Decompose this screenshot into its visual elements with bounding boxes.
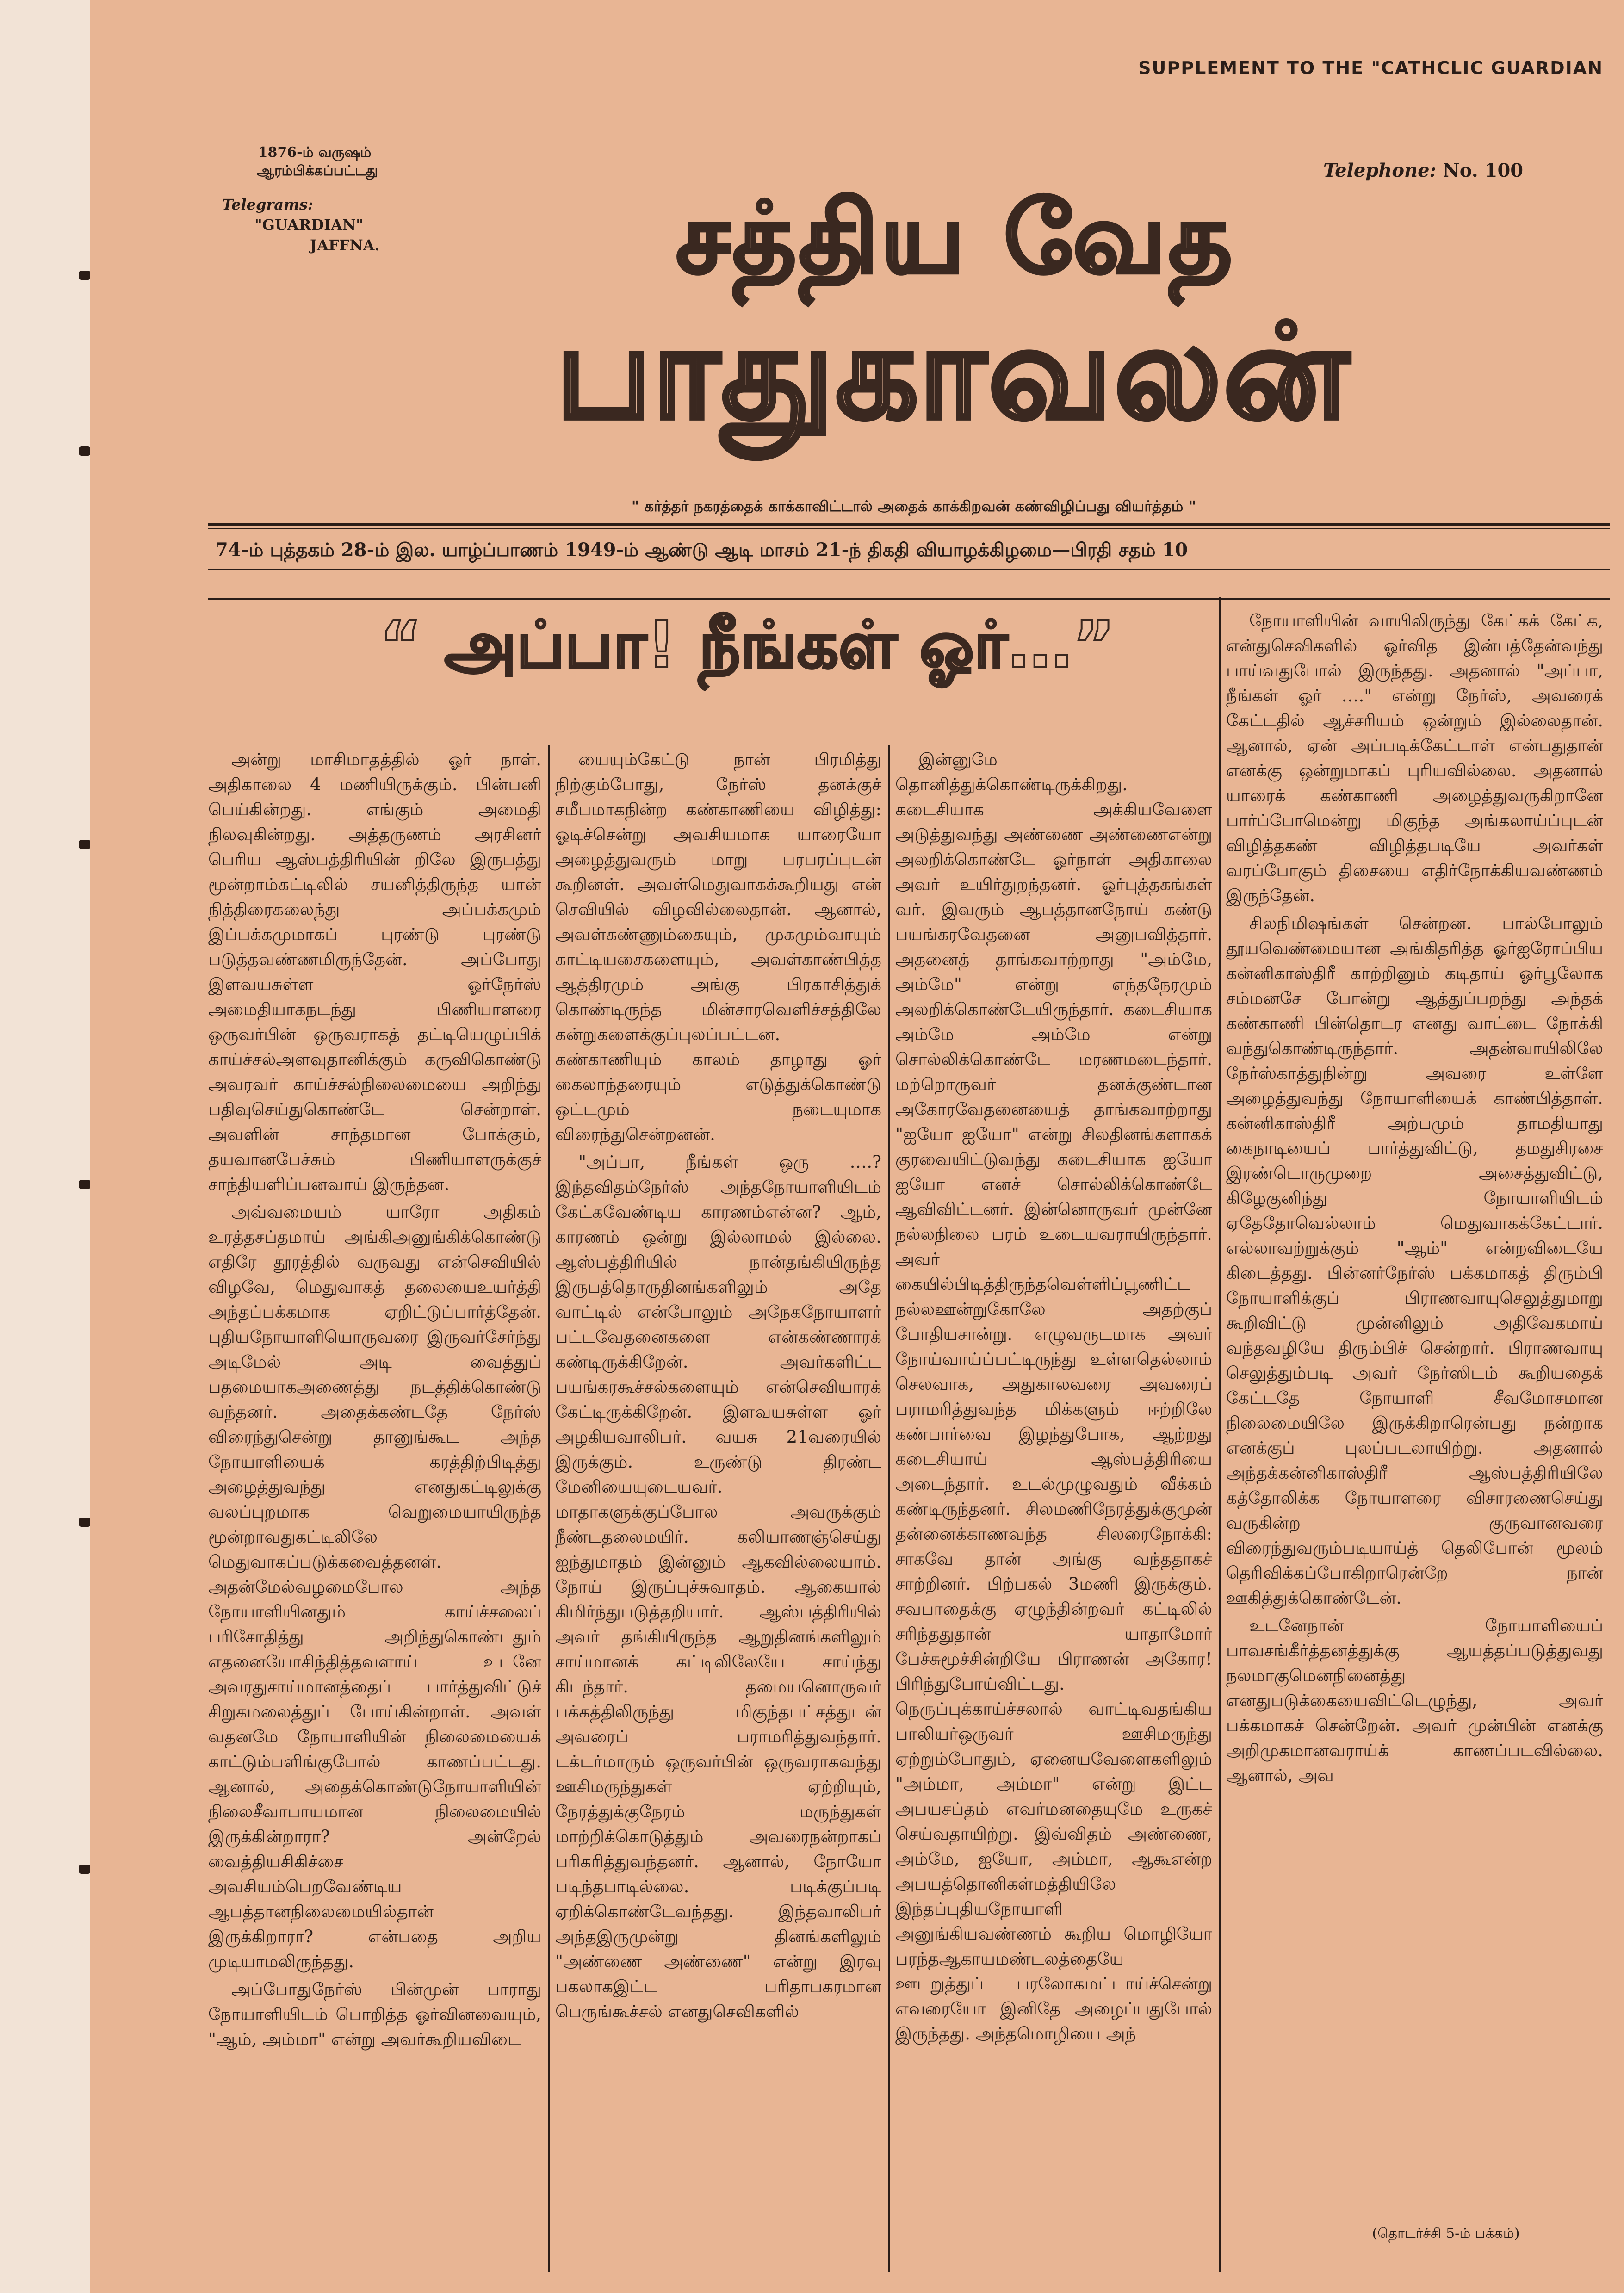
article-headline: “ அப்பா! நீங்கள் ஓர்…”: [379, 607, 1115, 683]
rule-bottom-thin: [208, 569, 1610, 570]
paragraph: "அப்பா, நீங்கள் ஒரு ….? இந்தவிதம்நேர்ஸ் அந்தநோயாளியிடம் கேட்கவேண்டிய காரணம்என்ன? ஆம், காரணம் ஒன்று இல்லாமல் இல்லை. ஆஸ்பத்திரியில் நான்தங்கியிருந்த இருபத்தொருதினங்களிலும் அதே வாட்டில் என்போலும் அநேகநோயாளர் பட்டவேதனைகளை என்கண்ணாரக் கண்டிருக்கிறேன். அவர்களிட்ட பயங்கரகூச்சல்களையும் என்செவியாரக் கேட்டிருக்கிறேன். இளவயசுள்ள ஓர் அழகியவாலிபர். வயசு 21வரையில் இருக்கும். உருண்டு திரண்ட மேனியையுடையவர். மாதாகளுக்குப்போல அவருக்கும் நீண்டதலைமயிர். கலியாணஞ்செய்து ஐந்துமாதம் இன்னும் ஆகவில்லையாம். நோய் இருப்புச்சுவாதம். ஆகையால் கிமிர்ந்துபடுத்தறியார். ஆஸ்பத்திரியில் அவர் தங்கியிருந்த ஆறுதினங்களிலும் சாய்மானக் கட்டிலிலேயே சாய்ந்து கிடந்தார். தமையனொருவர் பக்கத்திலிருந்து மிகுந்தபட்சத்துடன் அவரைப் பராமரித்துவந்தார். டக்டர்மாரும் ஒருவர்பின் ஒருவராகவந்து ஊசிமருந்துகள் ஏற்றியும், நேரத்துக்குநேரம் மருந்துகள் மாற்றிக்கொடுத்தும் அவரைநன்றாகப் பரிகரித்துவந்தனர். ஆனால், நோயோ படிந்தபாடில்லை. படிக்குப்படி ஏறிக்கொண்டேவந்தது. இந்தவாலிபர் அந்தஇருமுன்று தினங்களிலும் "அண்ணை அண்ணை" என்று இரவு பகலாகஇட்ட பரிதாபகரமான பெருங்கூச்சல் எனதுசெவிகளில்: [555, 1152, 881, 2021]
article-column-1: [208, 747, 541, 2288]
rule-bottom-thick: [208, 598, 1610, 600]
telegrams-city: JAFFNA.: [310, 236, 380, 254]
article-column-4: [1226, 608, 1603, 2223]
binding-hole: [79, 840, 91, 849]
telephone-info: [1323, 160, 1523, 181]
rule-top-thin: [208, 528, 1610, 529]
paragraph: அன்று மாசிமாதத்தில் ஓர் நாள். அதிகாலை 4 மணியிருக்கும். பின்பனி பெய்கின்றது. எங்கும் அமைதி நிலவுகின்றது. அத்தருணம் அரசினர் பெரிய ஆஸ்பத்திரியின் றிலே இருபத்து மூன்றாம்கட்டிலில் சயனித்திருந்த யான் நித்திரைகலைந்து அப்பக்கமும் இப்பக்கமுமாகப் புரண்டு புரண்டு படுத்தவண்ணமிருந்தேன். அப்போது இளவயசுள்ள ஓர்நேர்ஸ் அமைதியாகநடந்து பிணியாளரை ஒருவர்பின் ஒருவராகத் தட்டியெழுப்பிக் காய்ச்சல்அளவுதானிக்கும் கருவிகொண்டு அவரவர் காய்ச்சல்நிலைமையை அறிந்து பதிவுசெய்துகொண்டே சென்றாள். அவளின் சாந்தமான போக்கும், தயவானபேச்சும் பிணியாளருக்குச் சாந்தியளிப்பனவாய் இருந்தன.: [208, 750, 541, 1194]
continuation-note: (தொடர்ச்சி 5-ம் பக்கம்): [1372, 2225, 1520, 2242]
paragraph: சிலநிமிஷங்கள் சென்றன. பால்போலும் தூயவெண்மையான அங்கிதரித்த ஓர்ஐரோப்பிய கன்னிகாஸ்திரீ காற்றினும் கடிதாய் ஓர்பூலோக சம்மனசே போன்று ஆத்துப்பறந்து அந்தக் கண்காணி பின்தொடர எனது வாட்டை நோக்கி வந்துகொண்டிருந்தார். அதன்வாயிலிலே நேர்ஸ்காத்துநின்று அவரை உள்ளே அழைத்துவந்து நோயாளியைக் காண்பித்தாள். கன்னிகாஸ்திரீ அற்பமும் தாமதியாது கைநாடியைப் பார்த்துவிட்டு, தமதுசிரசை இரண்டொருமுறை அசைத்துவிட்டு, கிழேகுனிந்து நோயாளியிடம் ஏதேதோவெல்லாம் மெதுவாகக்கேட்டார். எல்லாவற்றுக்கும் "ஆம்" என்றவிடையே கிடைத்தது. பின்னர்நேர்ஸ் பக்கமாகத் திரும்பி நோயாளிக்குப் பிராணவாயுசெலுத்துமாறு கூறிவிட்டு முன்னிலும் அதிவேகமாய் வந்தவழியே திரும்பிச் சென்றார். பிராணவாயு செலுத்தும்படி அவர் நேர்ஸிடம் கூறியதைக் கேட்டதே நோயாளி சீவமோசமான நிலைமையிலே இருக்கிறாரென்பது நன்றாக எனக்குப் புலப்படலாயிற்று. அதனால் அந்தக்கன்னிகாஸ்திரீ ஆஸ்பத்திரியிலே கத்தோலிக்க நோயாளரை விசாரணைசெய்து வருகின்ற குருவானவரை விரைந்துவரும்படியாய்த் தெலிபோன் மூலம் தெரிவிக்கப்போகிறாரென்றே நான் ஊகித்துக்கொண்டேன்.: [1226, 913, 1603, 1608]
supplement-banner: SUPPLEMENT TO THE "CATHCLIC GUARDIAN: [1138, 58, 1603, 78]
established-label: ஆரம்பிக்கப்பட்டது: [257, 163, 378, 179]
masthead-line-2: பாதுகாவலன்: [555, 297, 1351, 448]
newspaper-page: [90, 0, 1624, 2293]
masthead-motto: " கர்த்தர் நகரத்தைக் காக்காவிட்டால் அதைக் காக்கிறவன் கண்விழிப்பது வியர்த்தம் ": [631, 497, 1196, 515]
paragraph: உடனேநான் நோயாளியைப் பாவசங்கீர்த்தனத்துக்கு ஆயத்தப்படுத்துவது நலமாகுமெனநினைத்து எனதுபடுக்கையைவிட்டெழுந்து, அவர் பக்கமாகச் சென்றேன். அவர் முன்பின் எனக்கு அறிமுகமானவராய்க் காணப்படவில்லை. ஆனால், அவ: [1226, 1616, 1603, 1785]
binding-hole: [79, 446, 91, 456]
binding-hole: [79, 271, 91, 280]
article-column-3: [895, 747, 1212, 2288]
telegrams-label: Telegrams:: [222, 196, 313, 213]
paragraph: இன்னுமே தொனித்துக்கொண்டிருக்கிறது. கடைசியாக அக்கியவேளை அடுத்துவந்து அண்ணை அண்ணைஎன்று அலறிக்கொண்டே ஓர்நாள் அதிகாலை அவர் உயிர்துறந்தனர். ஓர்புத்தகங்கள் வர். இவரும் ஆபத்தானநோய் கண்டு பயங்கரவேதனை அனுபவித்தார். அதனைத் தாங்கவாற்றாது "அம்மே, அம்மே" என்று எந்தநேரமும் அலறிக்கொண்டேயிருந்தார். கடைசியாக அம்மே அம்மே என்று சொல்லிக்கொண்டே மரணமடைந்தார். மற்றொருவர் தனக்குண்டான அகோரவேதனையைத் தாங்கவாற்றாது "ஐயோ ஐயோ" என்று சிலதினங்களாகக் குரவையிட்டுவந்து கடைசியாக ஐயோ ஐயோ எனச் சொல்லிக்கொண்டே ஆவிவிட்டனர். இன்னொருவர் முன்னே நல்லநிலை பரம் உடையவராயிருந்தார். அவர் கையில்பிடித்திருந்தவெள்ளிப்பூணிட்ட நல்லஊன்றுகோலே அதற்குப் போதியசான்று. எழுவருடமாக அவர் நோய்வாய்ப்பட்டிருந்து உள்ளதெல்லாம் செலவாக, அதுகாலவரை அவரைப் பராமரித்துவந்த மிக்களும் ஈற்றிலே கண்பார்வை இழந்துபோக, ஆற்றது கடைசியாய் ஆஸ்பத்திரியை அடைந்தார். உடல்முழுவதும் வீக்கம் கண்டிருந்தனர். சிலமணிநேரத்துக்குமுன் தன்னைக்காணவந்த சிலரைநோக்கி: சாகவே தான் அங்கு வந்ததாகச் சாற்றினர். பிற்பகல் 3மணி இருக்கும். சவபாதைக்கு ஏழுந்தின்றவர் கட்டிலில் சரிந்ததுதான் யாதாமோர் பேச்சுமூச்சின்றியே பிராணன் அகோர! பிரிந்துபோய்விட்டது. நெருப்புக்காய்ச்சலால் வாட்டிவதங்கிய பாலியர்ஒருவர் ஊசிமருந்து ஏற்றும்போதும், ஏனையவேளைகளிலும் "அம்மா, அம்மா" என்று இட்ட அபயசப்தம் எவர்மனதையுமே உருகச் செய்வதாயிற்று. இவ்விதம் அண்ணை, அம்மே, ஐயோ, அம்மா, ஆகூஎன்ற அபயத்தொனிகள்மத்தியிலே இந்தப்புதியநோயாளி அனுங்கியவண்ணம் கூறிய மொழியோ பரந்தஆகாயமண்டலத்தையே ஊடறுத்துப் பரலோகமட்டாய்ச்சென்று எவரையோ இனிதே அழைப்பதுபோல் இருந்தது. அந்தமொழியை அந்: [895, 750, 1212, 2044]
binding-hole: [79, 1865, 91, 1874]
binding-hole: [79, 1180, 91, 1189]
paragraph: யையும்கேட்டு நான் பிரமித்து நிற்கும்போது, நேர்ஸ் தனக்குச் சமீபமாகநின்ற கண்காணியை விழித்து: ஓடிச்சென்று அவசியமாக யாரையோ அழைத்துவரும் மாறு பரபரப்புடன் கூறினள். அவள்மெதுவாகக்கூறியது என் செவியில் விழவில்லைதான். ஆனால், அவள்கண்ணும்கையும், முகமும்வாயும் காட்டியசைகளையும், அவள்காண்பித்த ஆத்திரமும் அங்கு பிரகாசித்துக் கொண்டிருந்த மின்சாரவெளிச்சத்திலே கன்றுகளைக்குப்புலப்பட்டன. கண்காணியும் காலம் தாழாது ஓர் கைலாந்தரையும் எடுத்துக்கொண்டு ஒட்டமும் நடையுமாக விரைந்துசென்றனன்.: [555, 750, 881, 1144]
established-year: 1876-ம் வருஷம்: [258, 144, 372, 161]
telegram-address: [222, 194, 380, 255]
masthead-line-1: சத்திய வேத: [676, 181, 1235, 295]
column-divider: [1219, 597, 1221, 2272]
rule-top-thick: [208, 523, 1610, 526]
binding-hole: [79, 1518, 91, 1527]
page-binding-strip: [0, 0, 90, 2293]
telegrams-value: "GUARDIAN": [254, 216, 364, 234]
dateline: [215, 539, 1603, 563]
established-note: [257, 143, 378, 180]
telephone-label: Telephone:: [1323, 160, 1437, 181]
column-divider: [888, 745, 890, 2272]
paragraph: நோயாளியின் வாயிலிருந்து கேட்கக் கேட்க, என்துசெவிகளில் ஓர்வித இன்பத்தேன்வந்து பாய்வதுபோல் இருந்தது. அதனால் "அப்பா, நீங்கள் ஓர் …." என்று நேர்ஸ், அவரைக் கேட்டதில் ஆச்சரியம் ஒன்றும் இல்லைதான். ஆனால், ஏன் அப்படிக்கேட்டாள் என்பதுதான் எனக்கு ஒன்றுமாகப் புரியவில்லை. அதனால் யாரைக் கண்காணி அழைத்துவருகிறானே பார்ப்போமென்று மிகுந்த அங்கலாய்ப்புடன் விழித்தகண் விழித்தபடியே அவர்கள் வரப்போகும் திசையை எதிர்நோக்கியவண்ணம் இருந்தேன்.: [1226, 611, 1603, 905]
paragraph: அப்போதுநேர்ஸ் பின்முன் பாராது நோயாளியிடம் பொறித்த ஓர்வினவையும், "ஆம், அம்மா" என்று அவர்கூறியவிடை: [208, 1979, 541, 2049]
article-column-2: [555, 747, 881, 2288]
paragraph: அவ்வமையம் யாரோ அதிகம் உரத்தசப்தமாய் அங்கிஅனுங்கிக்கொண்டு எதிரே தூரத்தில் வருவது என்செவியில் விழவே, மெதுவாகத் தலையைஉயர்த்தி அந்தப்பக்கமாக ஏறிட்டுப்பார்த்தேன். புதியநோயாளியொருவரை இருவர்சேர்ந்து அடிமேல் அடி வைத்துப் பதமையாகஅணைத்து நடத்திக்கொண்டு வந்தனர். அதைக்கண்டதே நேர்ஸ் விரைந்துசென்று தானுங்கூட அந்த நோயாளியைக் கரத்திற்பிடித்து அழைத்துவந்து எனதுகட்டிலுக்கு வலப்புறமாக வெறுமையாயிருந்த மூன்றாவதுகட்டிலிலே மெதுவாகப்படுக்கவைத்தனள். அதன்மேல்வழமைபோல அந்த நோயாளியினதும் காய்ச்சலைப் பரிசோதித்து அறிந்துகொண்டதும் எதனையோசிந்தித்தவளாய் உடனே அவரதுசாய்மானத்தைப் பார்த்துவிட்டுச் சிறுகமலைத்துப் போய்கின்றாள். அவள் வதனமே நோயாளியின் நிலைமையைக் காட்டும்பளிங்குபோல் காணப்பட்டது. ஆனால், அதைக்கொண்டுநோயாளியின் நிலைசீவாபாயமான நிலைமையில் இருக்கின்றாரா? அன்றேல் வைத்தியசிகிச்சை அவசியம்பெறவேண்டிய ஆபத்தானநிலைமையில்தான் இருக்கிறாரா? என்பதை அறிய முடியாமலிருந்தது.: [208, 1202, 541, 1971]
telephone-number: No. 100: [1443, 160, 1524, 181]
column-divider: [548, 745, 550, 2272]
dateline-text: 74-ம் புத்தகம் 28-ம் இல. யாழ்ப்பாணம் 1949-ம் ஆண்டு ஆடி மாசம் 21-ந் திகதி வியாழக்கிழமை—பிரதி சதம் 10: [215, 539, 1188, 561]
